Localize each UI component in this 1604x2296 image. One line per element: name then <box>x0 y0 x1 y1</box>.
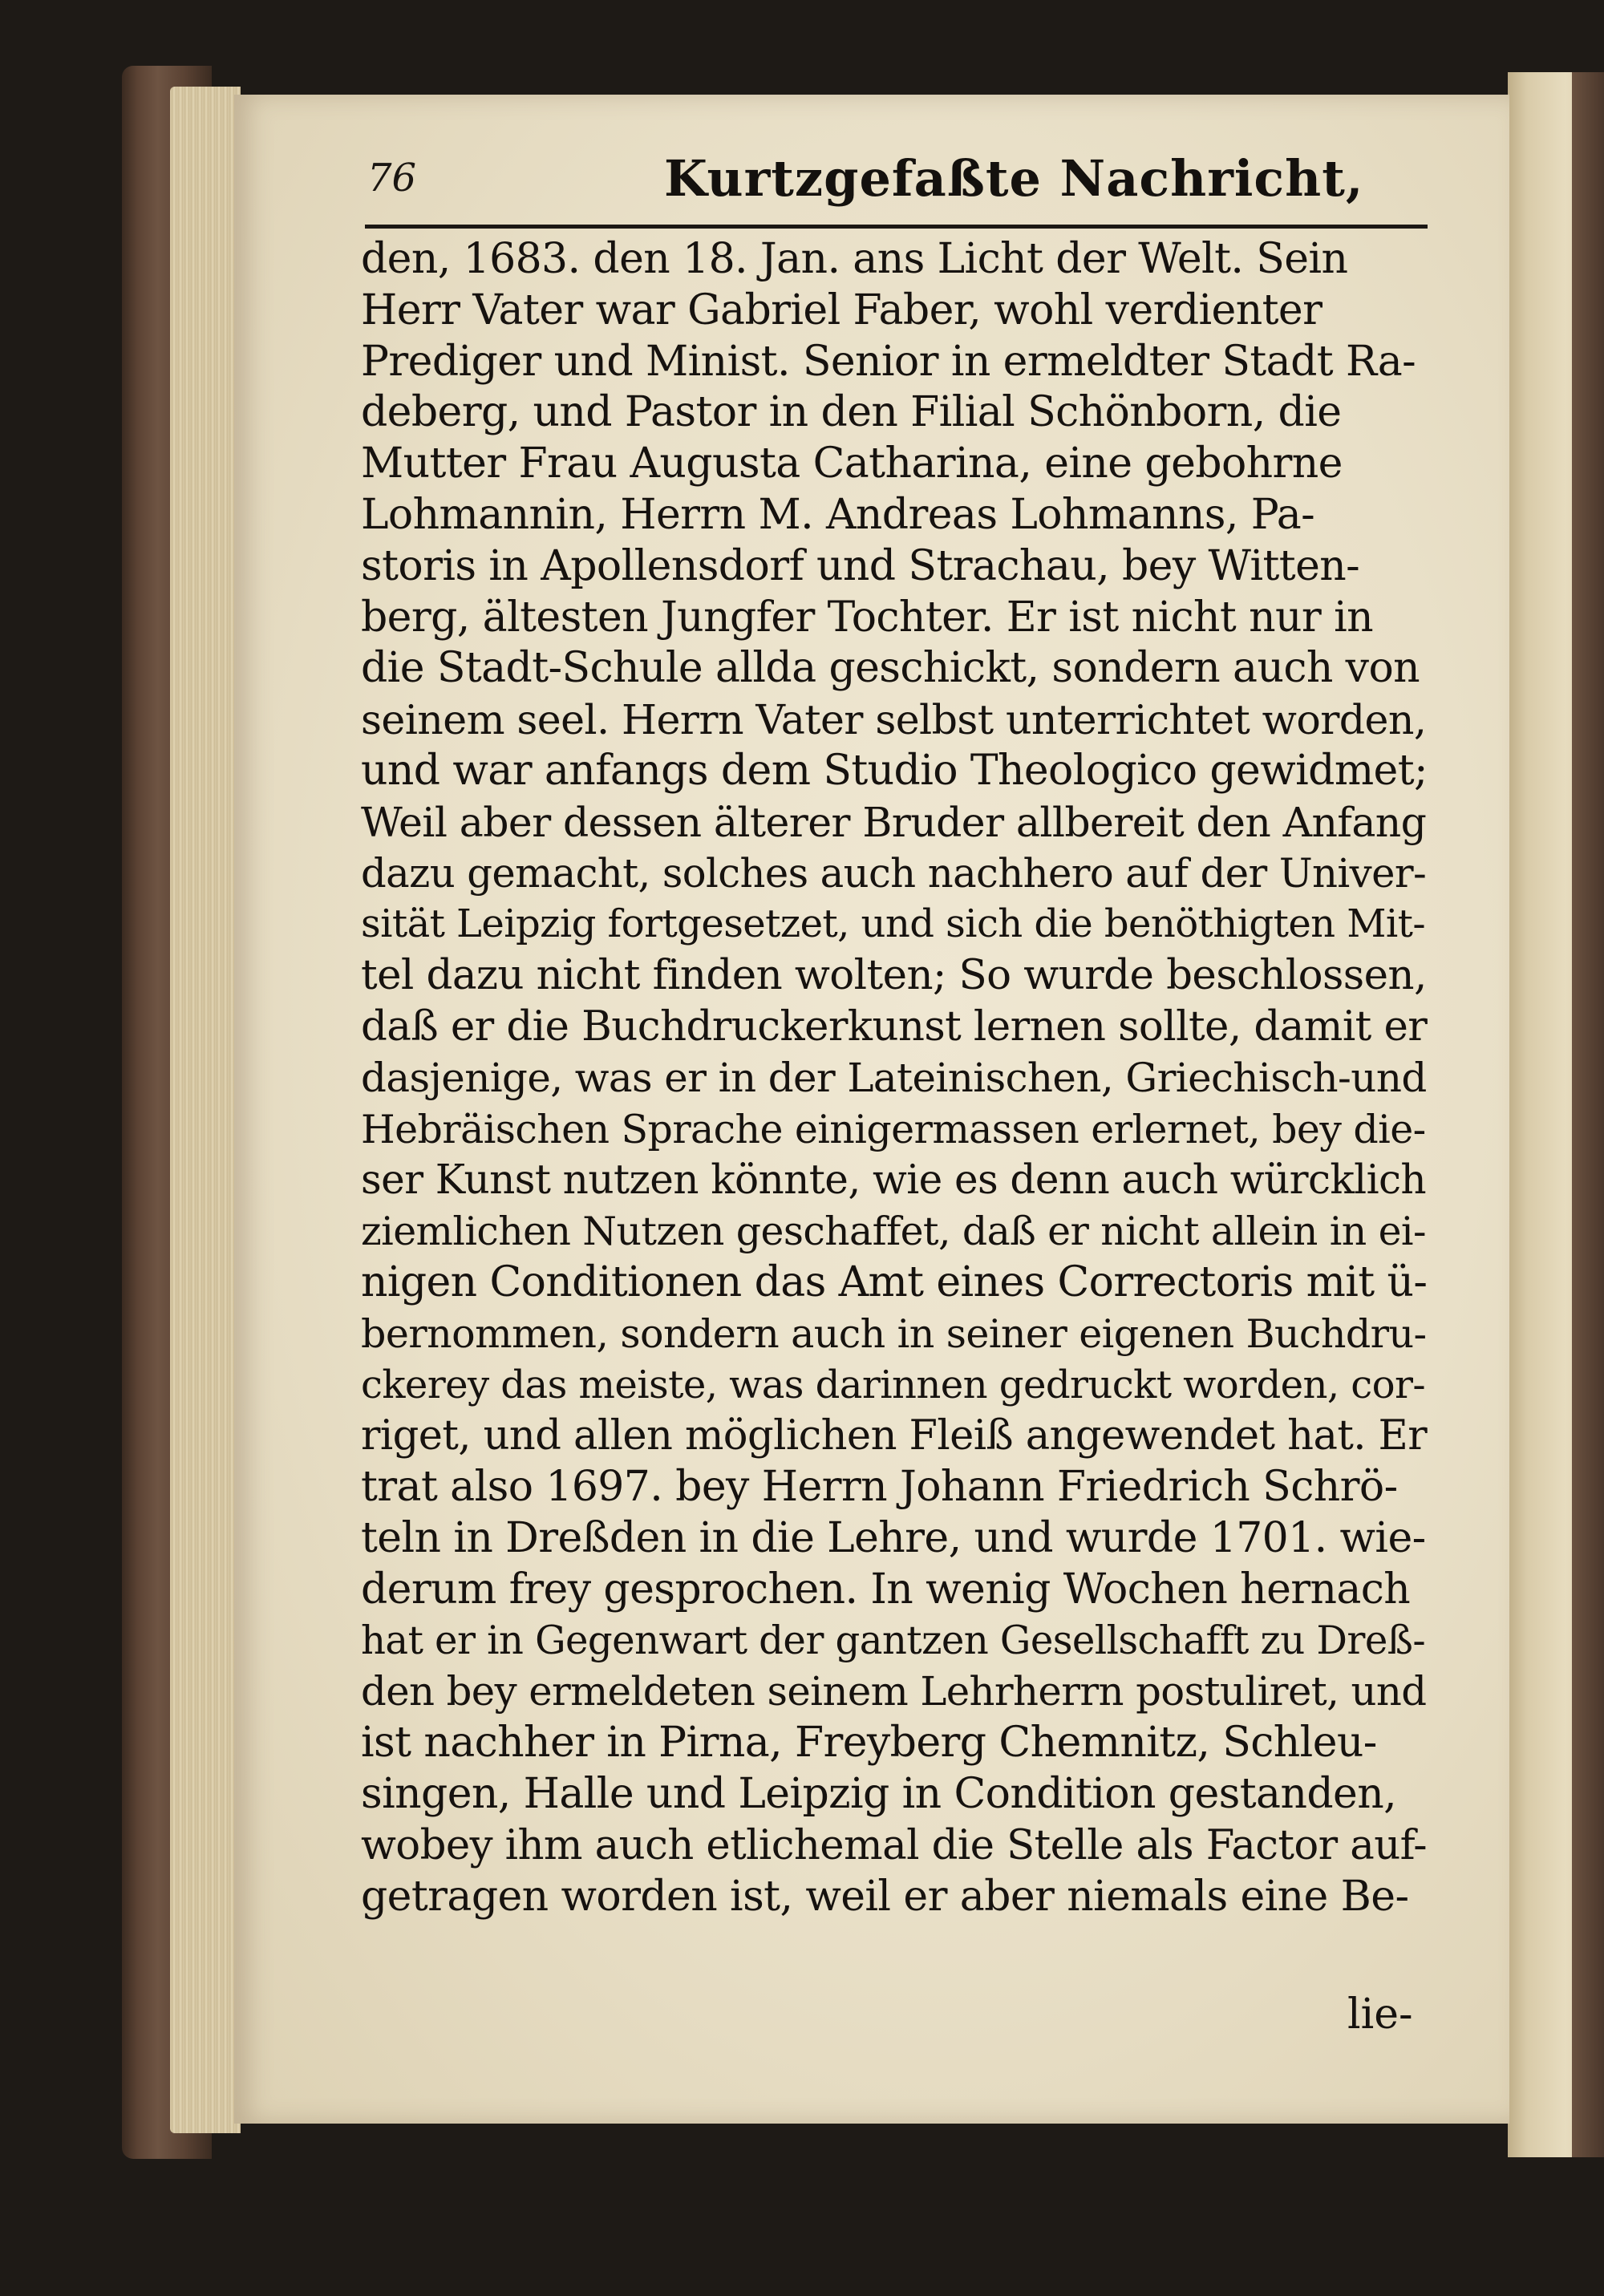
text-line: Weil aber dessen älterer Bruder allbereit den Anfang <box>361 798 1427 846</box>
running-title: Kurtzgefaßte Nachricht, <box>664 149 1364 208</box>
text-line: wobey ihm auch etlichemal die Stelle als Factor auf- <box>361 1820 1427 1869</box>
text-line: bernommen, sondern auch in seiner eigenen Buchdru- <box>361 1310 1427 1357</box>
text-line: die Stadt-Schule allda geschickt, sondern auch von <box>361 644 1420 693</box>
text-line: getragen worden ist, weil er aber niemals eine Be- <box>361 1872 1409 1921</box>
page-edges <box>170 87 241 2133</box>
page-number: 76 <box>367 156 417 200</box>
text-line: singen, Halle und Leipzig in Condition gestanden, <box>361 1769 1397 1818</box>
text-line: sität Leipzig fortgesetzet, und sich die benöthigten Mit- <box>361 901 1425 947</box>
text-line: storis in Apollensdorf und Strachau, bey Witten- <box>361 541 1360 590</box>
text-line: derum frey gesprochen. In wenig Wochen hernach <box>361 1565 1411 1614</box>
text-line: Herr Vater war Gabriel Faber, wohl verdienter <box>361 285 1322 334</box>
text-line: hat er in Gegenwart der gantzen Gesellschafft zu Dreß- <box>361 1618 1426 1663</box>
text-line: ckerey das meiste, was darinnen gedruckt worden, cor- <box>361 1362 1426 1407</box>
text-line: ser Kunst nutzen könnte, wie es denn auch würcklich <box>361 1156 1427 1204</box>
text-line: trat also 1697. bey Herrn Johann Friedrich Schrö- <box>361 1463 1398 1512</box>
text-line: nigen Conditionen das Amt eines Correctoris mit ü- <box>361 1257 1428 1306</box>
text-line: und war anfangs dem Studio Theologico gewidmet; <box>361 746 1428 795</box>
text-line: ist nachher in Pirna, Freyberg Chemnitz, Schleu- <box>361 1719 1377 1768</box>
text-line: daß er die Buchdruckerkunst lernen sollte, damit er <box>361 1002 1428 1051</box>
text-line: berg, ältesten Jungfer Tochter. Er ist nicht nur in <box>361 593 1374 642</box>
running-head <box>367 149 1434 221</box>
text-line: Lohmannin, Herrn M. Andreas Lohmanns, Pa- <box>361 490 1315 539</box>
text-line: tel dazu nicht finden wolten; So wurde beschlossen, <box>361 951 1427 1000</box>
right-binding <box>1572 72 1604 2157</box>
text-line: Mutter Frau Augusta Catharina, eine gebohrne <box>361 439 1343 488</box>
text-line: ziemlichen Nutzen geschaffet, daß er nicht allein in ei- <box>361 1209 1426 1255</box>
text-line: teln in Dreßden in die Lehre, und wurde 1701. wie- <box>361 1513 1426 1562</box>
header-rule <box>365 225 1428 229</box>
text-line: dasjenige, was er in der Lateinischen, Griechisch-und <box>361 1054 1427 1101</box>
text-line: Prediger und Minist. Senior in ermeldter Stadt Ra- <box>361 337 1416 386</box>
text-line: den, 1683. den 18. Jan. ans Licht der Welt. Sein <box>361 235 1348 283</box>
text-line: Hebräischen Sprache einigermassen erlernet, bey die- <box>361 1106 1426 1152</box>
body-text <box>361 234 1428 1922</box>
catchword: lie- <box>1347 1990 1413 2039</box>
text-line: riget, und allen möglichen Fleiß angewendet hat. Er <box>361 1412 1428 1460</box>
text-line: den bey ermeldeten seinem Lehrherrn postuliret, und <box>361 1668 1427 1715</box>
text-line: seinem seel. Herrn Vater selbst unterrichtet worden, <box>361 696 1427 744</box>
text-line: dazu gemacht, solches auch nachhero auf der Univer- <box>361 849 1427 897</box>
text-line: deberg, und Pastor in den Filial Schönborn, die <box>361 388 1342 437</box>
